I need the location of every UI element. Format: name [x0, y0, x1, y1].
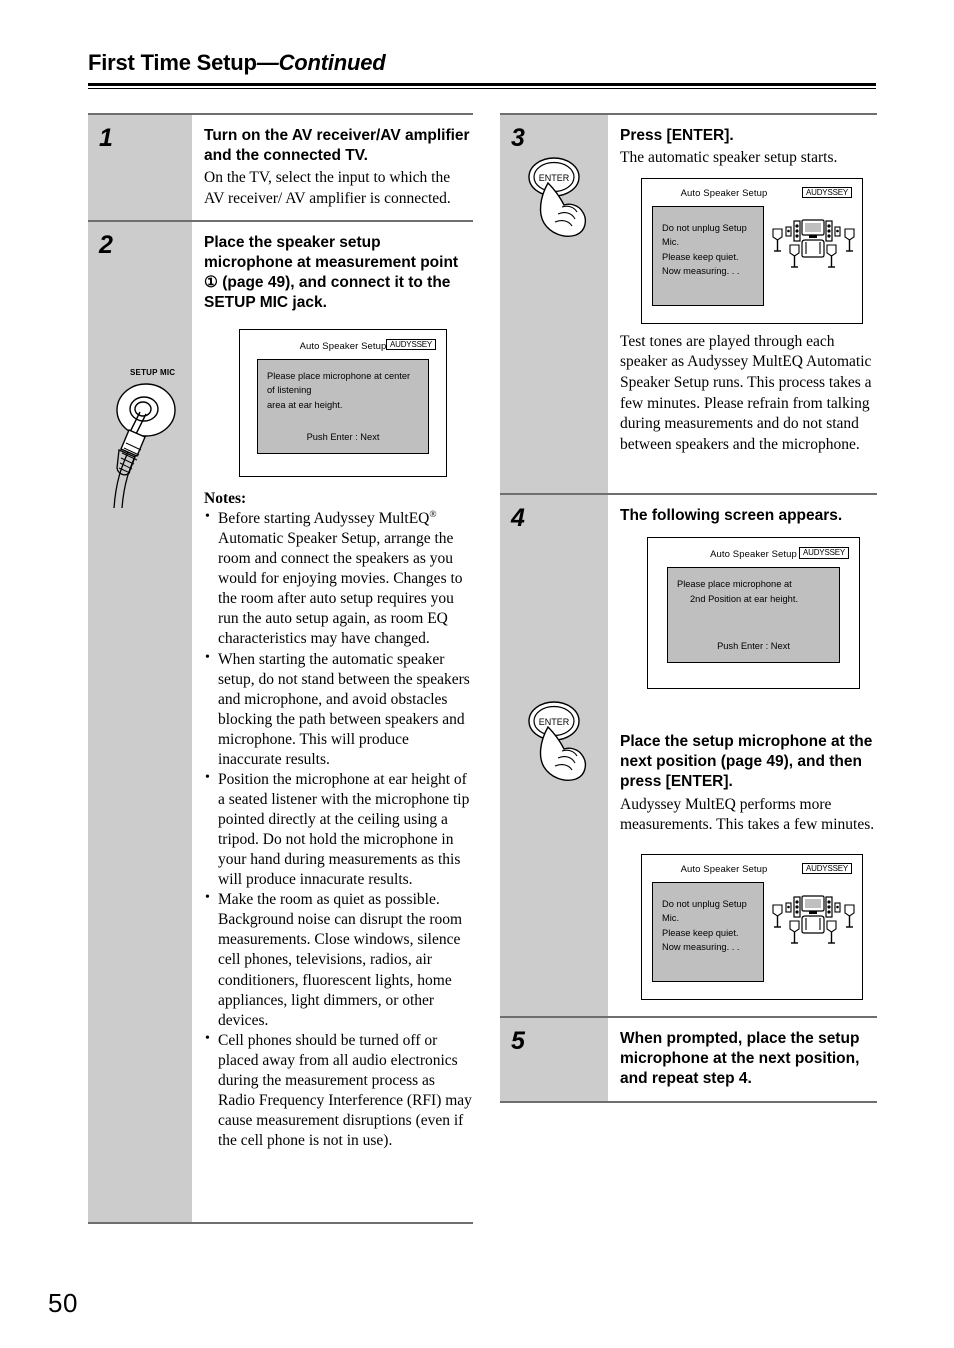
note-text: Position the microphone at ear height of a seated listener with the microphone tip pointed directly at the ceiling using a tripod. Do not hold the microphone in your hand during measurements as this will produce innacurate results. [218, 770, 470, 889]
osd-panel [257, 359, 429, 454]
osd-line-2: Please keep quiet. [662, 251, 739, 262]
step-3-heading: Press [ENTER]. [620, 127, 734, 144]
bullet-icon: • [205, 890, 210, 906]
step-2 [88, 220, 473, 1224]
note-text: Make the room as quiet as possible. Background noise can disrupt the room measurements. Close windows, silence cell phones, televisions, radios, air conditioners, fluorescent lights, home appliances, light dimmers, or other devices. [218, 891, 463, 1029]
notes-title: Notes: [204, 490, 247, 508]
step-4-text-2: Audyssey MultEQ performs more measurements. This takes a few minutes. [620, 795, 875, 834]
osd-panel [652, 206, 764, 306]
audyssey-logo-badge: AUDYSSEY [802, 187, 852, 198]
step-1-number-cell [88, 115, 192, 220]
note-text: When starting the automatic speaker setup, do not stand between the speakers and microphone, and avoid obstacles blocking the path between speakers and microphone. This will produce inaccurate results. [218, 650, 470, 768]
step-1 [88, 113, 473, 220]
step-5 [500, 1016, 877, 1103]
step-5-body [608, 1018, 877, 1101]
note-text: Before starting Audyssey MultEQ® Automatic Speaker Setup, arrange the room and connect the speakers as you would for enjoying movies. Changes to the room after auto setup requires you run the auto setup again, as room EQ characteristics may have changed. [218, 509, 463, 648]
bullet-icon: • [205, 649, 210, 665]
step-5-number-cell [500, 1018, 608, 1101]
osd-title-row [648, 544, 859, 564]
page-title-continued: —Continued [256, 50, 386, 75]
step-4 [500, 493, 877, 1016]
step-3-body [608, 115, 877, 493]
step-2-number-cell [88, 222, 192, 1222]
step-2-number: 2 [99, 230, 113, 259]
speaker-layout-diagram [768, 217, 860, 279]
right-column [500, 113, 877, 1103]
step-1-heading: Turn on the AV receiver/AV amplifier and the connected TV. [204, 127, 470, 165]
note-item [204, 650, 473, 770]
step-2-body [192, 222, 473, 1222]
osd-title-row [642, 860, 862, 880]
audyssey-logo-badge: AUDYSSEY [386, 339, 436, 350]
osd-screen-step4-b [641, 854, 863, 1000]
osd-title-row [642, 184, 862, 204]
header-rule-thick [88, 83, 876, 86]
osd-screen-step2 [239, 329, 447, 477]
step-5-number: 5 [511, 1027, 525, 1055]
osd-panel [652, 882, 764, 982]
page-title [88, 50, 876, 76]
osd-line-3: Now measuring. . . [662, 942, 740, 952]
page-header [88, 50, 876, 89]
speaker-layout-diagram [768, 893, 860, 955]
step-1-number: 1 [99, 124, 113, 152]
setup-mic-icon [96, 380, 192, 510]
bullet-icon: • [205, 769, 210, 785]
note-item [204, 770, 473, 890]
svg-text:ENTER: ENTER [538, 717, 570, 727]
osd-footer: Push Enter : Next [717, 640, 790, 651]
enter-button-press-icon [518, 695, 608, 785]
note-text: Cell phones should be turned off or placed away from all audio electronics during the measurement process as Radio Frequency Interference (RFI) may cause measurement disruptions (even if the cell phone is not in use). [218, 1031, 472, 1149]
osd-line-2: area at ear height. [267, 399, 343, 410]
osd-panel [667, 567, 840, 663]
step-4-number: 4 [511, 504, 525, 532]
step-4-heading: The following screen appears. [620, 507, 843, 524]
note-item [204, 1031, 473, 1151]
osd-title: Auto Speaker Setup [710, 548, 797, 560]
step-1-body [192, 115, 473, 220]
bullet-icon: • [205, 1030, 210, 1046]
step-3-text: The automatic speaker setup starts. [620, 149, 838, 167]
osd-screen-step4-a [647, 537, 860, 689]
osd-line-2: Please keep quiet. [662, 927, 739, 938]
enter-button-press-icon [518, 151, 608, 241]
svg-text:ENTER: ENTER [538, 173, 570, 183]
left-column [88, 113, 473, 1224]
osd-title: Auto Speaker Setup [680, 188, 768, 200]
note-item [204, 509, 473, 649]
step-2-heading: Place the speaker setup microphone at measurement point ① (page 49), and connect it to the SETUP MIC jack. [204, 233, 459, 311]
step-5-heading: When prompted, place the setup microphone at the next position, and repeat step 4. [620, 1030, 860, 1088]
osd-title: Auto Speaker Setup [299, 340, 387, 352]
audyssey-logo-badge: AUDYSSEY [799, 547, 849, 558]
setup-mic-label: SETUP MIC [130, 367, 176, 377]
step-3-number: 3 [511, 124, 525, 152]
osd-line-2: 2nd Position at ear height. [690, 593, 799, 604]
osd-line-3: Now measuring. . . [662, 265, 740, 276]
osd-line-1: Do not unplug Setup Mic. [662, 222, 747, 248]
bullet-icon: • [205, 509, 210, 525]
osd-title: Auto Speaker Setup [680, 864, 768, 876]
step-3-text-after: Test tones are played through each speaker as Audyssey MultEQ Automatic Speaker Setup runs. This process takes a few minutes. Please refrain from talking during measurements and do not stand between speakers and the microphone. [620, 332, 872, 453]
osd-footer: Push Enter : Next [306, 431, 380, 442]
osd-line-1: Please place microphone at center of listening [267, 371, 411, 396]
audyssey-logo-badge: AUDYSSEY [802, 863, 852, 874]
osd-line-1: Please place microphone at [677, 579, 792, 590]
osd-line-1: Do not unplug Setup Mic. [662, 898, 747, 924]
step-3 [500, 113, 877, 493]
step-4-heading-2: Place the setup microphone at the next position (page 49), and then press [ENTER]. [620, 733, 873, 791]
step-4-body [608, 495, 877, 1016]
page-number: 50 [48, 1288, 78, 1318]
page-title-main: First Time Setup [88, 50, 257, 75]
notes-section [204, 490, 473, 1151]
osd-screen-step3 [641, 178, 863, 324]
osd-title-row [240, 336, 446, 356]
step-1-text: On the TV, select the input to which the AV receiver/ AV amplifier is connected. [204, 169, 451, 207]
note-item [204, 890, 473, 1030]
header-rule-thin [88, 88, 876, 89]
step-4-number-cell [500, 495, 608, 1016]
step-3-number-cell [500, 115, 608, 493]
